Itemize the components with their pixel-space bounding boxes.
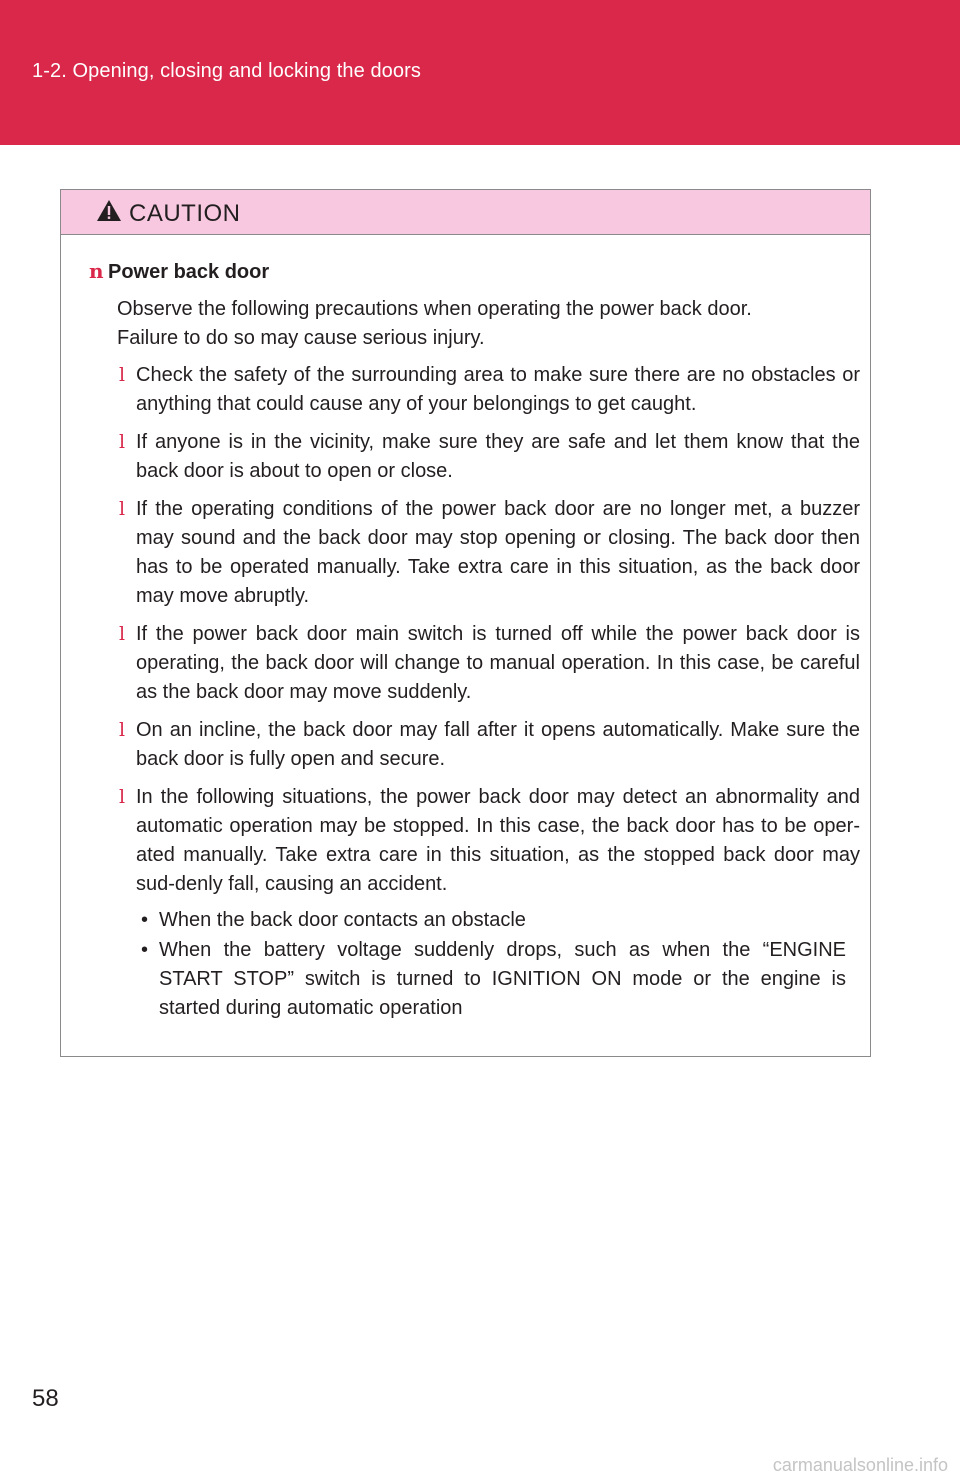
watermark: carmanualsonline.info (772, 1455, 948, 1475)
precaution-list (89, 361, 860, 1023)
list-item-text: On an incline, the back door may fall after it opens automatically. Make sure the back door is fully open and secure. (136, 719, 860, 770)
list-item-text: If the operating conditions of the power back door are no longer met, a buzzer may sound and the back door may stop opening or closing. The back door then has to be operated manually. Take extra care in this situation, as the back door may move abruptly. (136, 498, 860, 607)
dot-marker: • (141, 909, 149, 931)
situation-list (136, 906, 860, 1023)
section-marker: n (89, 259, 104, 283)
intro-line-1: Observe the following precautions when operating the power back door. (117, 298, 752, 320)
caution-body (61, 235, 870, 1023)
bullet-marker: l (119, 431, 126, 453)
list-item-text: In the following situations, the power back door may detect an abnormality and automatic operation may be stopped. In this case, the back door has to be oper-ated manually. Take extra care in this situation, as the stopped back door may sud-denly fall, causing an accident. (136, 786, 860, 895)
list-item (89, 620, 860, 707)
bullet-marker: l (119, 364, 126, 386)
list-item (89, 716, 860, 774)
caution-box (60, 189, 871, 1057)
list-item (89, 495, 860, 611)
list-item (89, 428, 860, 486)
situation-item (136, 936, 860, 1023)
situation-text: When the back door contacts an obstacle (159, 909, 526, 931)
list-item-text: If anyone is in the vicinity, make sure they are safe and let them know that the back door is about to open or close. (136, 431, 860, 482)
chapter-header (0, 0, 960, 145)
caution-title: CAUTION (129, 200, 241, 227)
intro-text (117, 295, 860, 353)
page-number: 58 (32, 1385, 59, 1412)
list-item-text: Check the safety of the surrounding area to make sure there are no obstacles or anything that could cause any of your belongings to get caught. (136, 364, 860, 415)
bullet-marker: l (119, 719, 126, 741)
list-item (89, 361, 860, 419)
list-item-text: If the power back door main switch is turned off while the power back door is operating, the back door will change to manual operation. In this case, be careful as the back door may move suddenly. (136, 623, 860, 703)
list-item (89, 783, 860, 1023)
bullet-marker: l (119, 786, 126, 808)
chapter-title: 1-2. Opening, closing and locking the doors (32, 60, 421, 82)
bullet-marker: l (119, 623, 126, 645)
section-title: Power back door (108, 261, 270, 283)
warning-triangle-icon (96, 199, 122, 222)
bullet-marker: l (119, 498, 126, 520)
section-heading (89, 257, 860, 287)
dot-marker: • (141, 939, 149, 961)
caution-header (61, 190, 870, 235)
situation-text: When the battery voltage suddenly drops, such as when the “ENGINE START STOP” switch is turned to IGNITION ON mode or the engine is started during automatic operation (159, 939, 846, 1019)
intro-line-2: Failure to do so may cause serious injury. (117, 327, 485, 349)
situation-item (136, 906, 860, 935)
